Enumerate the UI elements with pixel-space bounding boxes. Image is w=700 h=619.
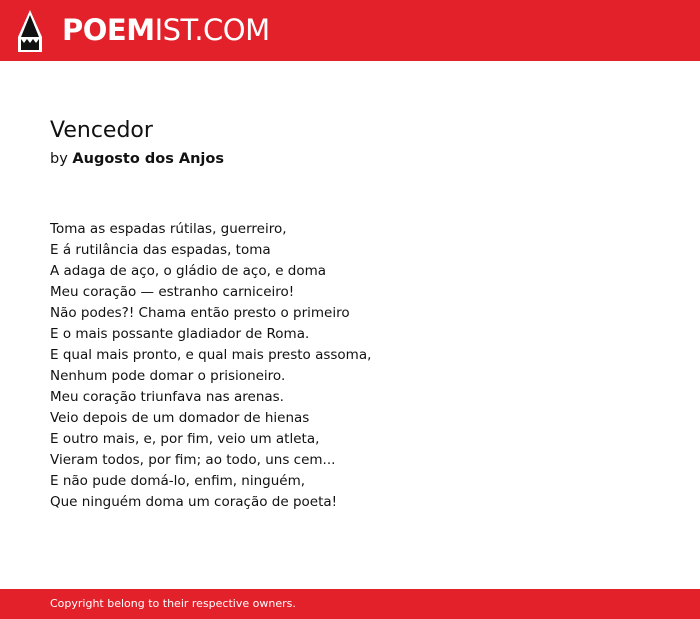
- poem-line: Toma as espadas rútilas, guerreiro,: [50, 221, 287, 237]
- logo-text-light: IST.COM: [154, 13, 270, 47]
- site-header: [0, 0, 700, 61]
- poem-line: Não podes?! Chama então presto o primeiro: [50, 305, 350, 321]
- poem-line: E á rutilância das espadas, toma: [50, 242, 271, 258]
- site-logo-text[interactable]: [62, 12, 270, 48]
- poem-line: Que ninguém doma um coração de poeta!: [50, 494, 338, 510]
- logo-text-bold: POEM: [62, 13, 155, 47]
- poem-body: [50, 219, 650, 513]
- poem-line: E outro mais, e, por fim, veio um atleta,: [50, 431, 320, 447]
- poem-line: E o mais possante gladiador de Roma.: [50, 326, 310, 342]
- poem-line: Nenhum pode domar o prisioneiro.: [50, 368, 286, 384]
- poem-line: E qual mais pronto, e qual mais presto assoma,: [50, 347, 372, 363]
- copyright-text: Copyright belong to their respective owners.: [50, 597, 296, 610]
- site-footer: [0, 589, 700, 619]
- poem-line: A adaga de aço, o gládio de aço, e doma: [50, 263, 327, 279]
- pencil-logo-icon[interactable]: [17, 10, 43, 52]
- by-label: by: [50, 151, 68, 167]
- poem-line: Vieram todos, por fim; ao todo, uns cem...: [50, 452, 336, 468]
- poem-line: Meu coração — estranho carniceiro!: [50, 284, 295, 300]
- poem-title: Vencedor: [50, 118, 153, 143]
- poem-line: E não pude domá-lo, enfim, ninguém,: [50, 473, 306, 489]
- poem-byline: [50, 149, 224, 169]
- poem-line: Meu coração triunfava nas arenas.: [50, 389, 284, 405]
- poem-author[interactable]: Augosto dos Anjos: [72, 151, 224, 167]
- poem-line: Veio depois de um domador de hienas: [50, 410, 310, 426]
